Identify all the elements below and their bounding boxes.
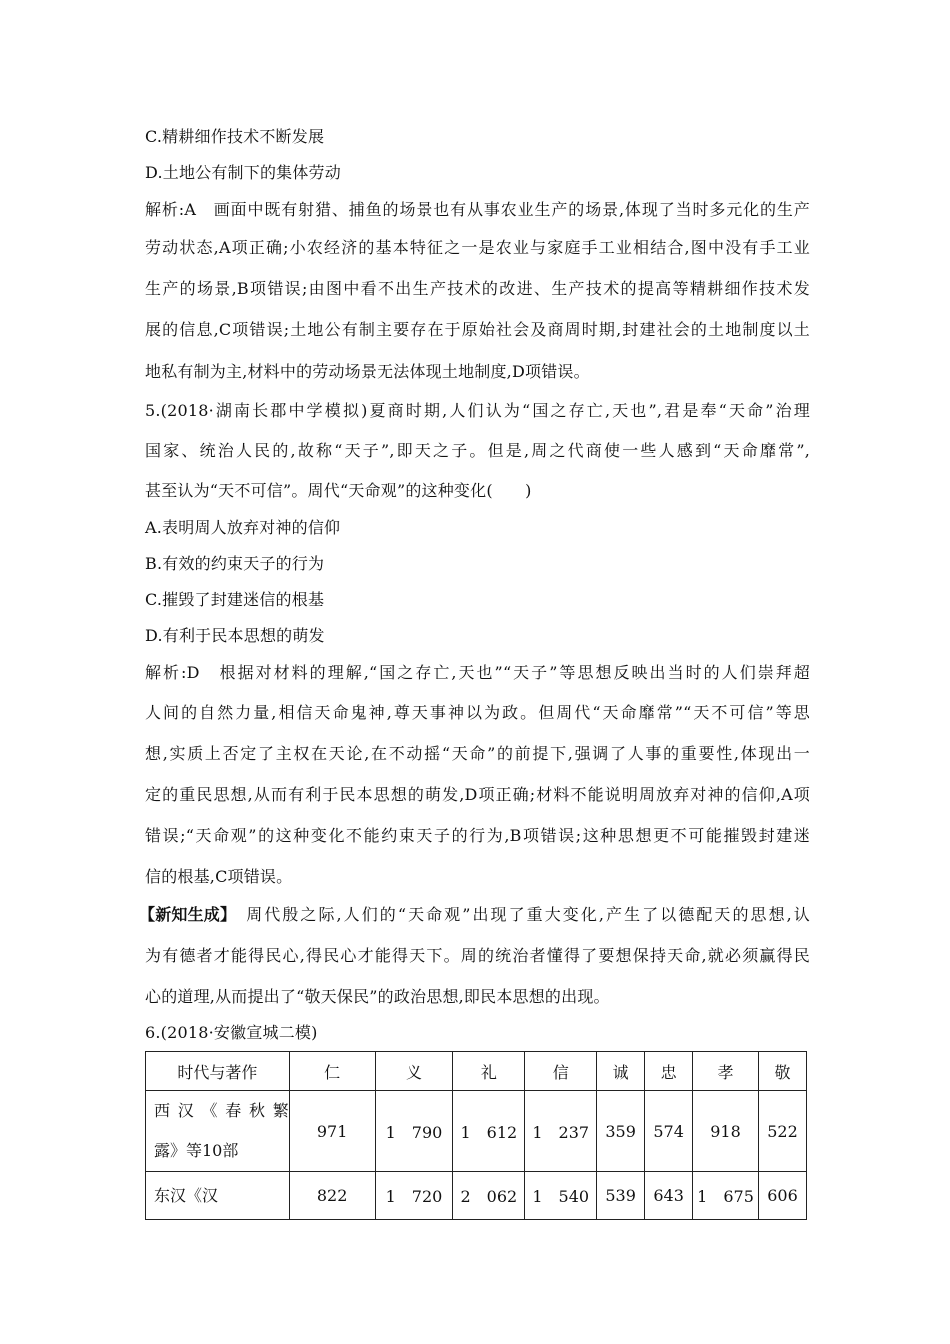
q5-option-b: B.有效的约束天子的行为 [145, 554, 325, 573]
q4-option-c: C.精耕细作技术不断发展 [145, 127, 325, 146]
table-cell: 574 [645, 1091, 693, 1172]
q5-analysis-line: 想,实质上否定了主权在天论,在不动摇“天命”的前提下,强调了人事的重要性,体现出一 [145, 744, 810, 763]
q5-analysis-line: 人间的自然力量,相信天命鬼神,尊天事神以为政。但周代“天命靡常”“天不可信”等思 [145, 703, 810, 722]
q5-analysis-line: 错误;“天命观”的这种变化不能约束天子的行为,B项错误;这种思想更不可能摧毁封建迷 [145, 826, 810, 845]
table-row [146, 1091, 807, 1172]
table-cell: 1 675 [693, 1172, 759, 1220]
table-cell: 1 540 [525, 1172, 597, 1220]
new-knowledge-line: 为有德者才能得民心,得民心才能得天下。周的统治者懂得了要想保持天命,就必须赢得民 [145, 946, 810, 965]
table-cell: 918 [693, 1091, 759, 1172]
q4-analysis-line: 劳动状态,A项正确;小农经济的基本特征之一是农业与家庭手工业相结合,图中没有手工业 [145, 238, 810, 257]
table-cell: 1 790 [375, 1091, 453, 1172]
table-cell: 606 [758, 1172, 806, 1220]
table-cell: 971 [289, 1091, 375, 1172]
q5-option-c: C.摧毁了封建迷信的根基 [145, 590, 325, 609]
table-header-cell: 孝 [693, 1052, 759, 1091]
table-header-cell: 忠 [645, 1052, 693, 1091]
table-header-cell: 仁 [289, 1052, 375, 1091]
table-cell: 522 [758, 1091, 806, 1172]
table-header-cell: 诚 [597, 1052, 645, 1091]
new-knowledge-tag: 【新知生成】 [139, 905, 237, 924]
virtue-word-frequency-table [145, 1051, 807, 1220]
row-label-line: 东汉《汉 [154, 1185, 219, 1205]
table-cell: 359 [597, 1091, 645, 1172]
table-row-label [146, 1091, 290, 1172]
q5-option-d: D.有利于民本思想的萌发 [145, 626, 325, 645]
table-cell: 1 237 [525, 1091, 597, 1172]
q5-option-a: A.表明周人放弃对神的信仰 [145, 518, 341, 537]
q4-analysis-line: 地私有制为主,材料中的劳动场景无法体现土地制度,D项错误。 [145, 362, 590, 381]
table-header-cell: 时代与著作 [146, 1052, 290, 1091]
table-header-cell: 礼 [453, 1052, 525, 1091]
table-row [146, 1172, 807, 1220]
new-knowledge-line [139, 905, 810, 925]
q4-analysis-line: 生产的场景,B项错误;由图中看不出生产技术的改进、生产技术的提高等精耕细作技术发 [145, 279, 810, 298]
table-cell: 822 [289, 1172, 375, 1220]
q6-stem: 6.(2018·安徽宣城二模) [145, 1023, 318, 1042]
new-knowledge-text: 周代殷之际,人们的“天命观”出现了重大变化,产生了以德配天的思想,认 [246, 905, 810, 924]
q5-stem-line: 国家、统治人民的,故称“天子”,即天之子。但是,周之代商使一些人感到“天命靡常”, [145, 441, 810, 460]
table-cell: 1 612 [453, 1091, 525, 1172]
q5-analysis-line: 解析:D 根据对材料的理解,“国之存亡,天也”“天子”等思想反映出当时的人们崇拜超 [145, 663, 810, 682]
table-row-label [146, 1172, 290, 1220]
row-label-line: 西汉《春秋繁 [154, 1101, 289, 1120]
table-header-row [146, 1052, 807, 1091]
table-cell: 1 720 [375, 1172, 453, 1220]
row-label-line: 露》等10部 [154, 1141, 239, 1160]
q5-stem-line: 甚至认为“天不可信”。周代“天命观”的这种变化( ) [145, 481, 532, 500]
q4-analysis-line: 展的信息,C项错误;土地公有制主要存在于原始社会及商周时期,封建社会的土地制度以土 [145, 320, 810, 339]
q4-analysis-line: 解析:A 画面中既有射猎、捕鱼的场景也有从事农业生产的场景,体现了当时多元化的生产 [145, 200, 810, 219]
table-header-cell: 敬 [758, 1052, 806, 1091]
table-cell: 539 [597, 1172, 645, 1220]
table-cell: 643 [645, 1172, 693, 1220]
table-cell: 2 062 [453, 1172, 525, 1220]
q5-analysis-line: 信的根基,C项错误。 [145, 867, 293, 886]
table-header-cell: 义 [375, 1052, 453, 1091]
q5-analysis-line: 定的重民思想,从而有利于民本思想的萌发,D项正确;材料不能说明周放弃对神的信仰,A项 [145, 785, 810, 804]
q5-stem-line: 5.(2018·湖南长郡中学模拟)夏商时期,人们认为“国之存亡,天也”,君是奉“天命”治理 [145, 401, 810, 420]
q4-option-d: D.土地公有制下的集体劳动 [145, 163, 341, 182]
table-header-cell: 信 [525, 1052, 597, 1091]
new-knowledge-line: 心的道理,从而提出了“敬天保民”的政治思想,即民本思想的出现。 [145, 987, 610, 1006]
